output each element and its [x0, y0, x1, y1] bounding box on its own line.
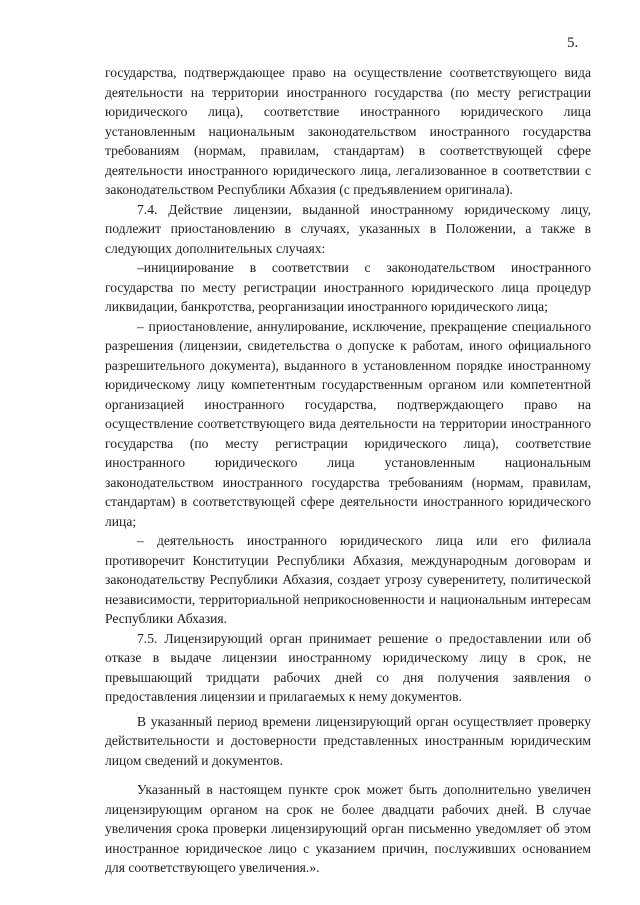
- paragraph-extension: Указанный в настоящем пункте срок может быть дополнительно увеличен лицензирующим органом на срок не более двадцати рабочих дней. В случае увеличения срока проверки лицензирующий орган письменно уведомляет об этом иностранное юридическое лицо с указанием причин, послуживших основанием для соответствующего увеличения.».: [105, 782, 591, 875]
- document-body: [105, 63, 591, 878]
- paragraph-continuation: государства, подтверждающее право на осуществление соответствующего вида деятельности на территории иностранного государства (по месту регистрации юридического лица), соответствие иностранного юридического лица установленным национальным законодательством иностранного государства требованиям (нормам, правилам, стандартам) в соответствующей сфере деятельности иностранного юридического лица, легализованное в соответствии с законодательством Республики Абхазия (с предъявлением оригинала).: [105, 65, 591, 197]
- paragraph-7-4: 7.4. Действие лицензии, выданной иностранному юридическому лицу, подлежит приостановлению в случаях, указанных в Положении, а также в следующих дополнительных случаях:: [105, 201, 591, 256]
- paragraph-verification: В указанный период времени лицензирующий орган осуществляет проверку действительности и достоверности представленных иностранным юридическим лицом сведений и документов.: [105, 713, 591, 768]
- list-item-suspension: – приостановление, аннулирование, исключение, прекращение специального разрешения (лицензии, свидетельства о допуске к работам, иного официального разрешительного документа), выданного в установленном порядке иностранному юридическому лицу компетентным государственным органом или компетентной организацией иностранного государства, подтверждающего право на осуществление соответствующего вида деятельности на территории иностранного государства (по месту регистрации юридического лица), соответствие иностранного юридического лица установленным национальным законодательством иностранного государства требованиям (нормам, правилам, стандартам) в соответствующей сфере деятельности иностранного юридического лица;: [105, 318, 591, 529]
- list-item-activity: – деятельность иностранного юридического лица или его филиала противоречит Конституции Республики Абхазия, международным договорам и законодательству Республики Абхазия, создает угрозу суверенитету, политической независимости, территориальной неприкосновенности и национальным интересам Республики Абхазия.: [105, 533, 591, 626]
- paragraph-7-5: 7.5. Лицензирующий орган принимает решение о предоставлении или об отказе в выдаче лицензии иностранному юридическому лицу в срок, не превышающий тридцати рабочих дней со дня получения заявления о предоставления лицензии и прилагаемых к нему документов.: [105, 630, 591, 704]
- page-number: 5.: [567, 35, 579, 51]
- list-item-initiation: –инициирование в соответствии с законодательством иностранного государства по месту регистрации иностранного юридического лица процедур ликвидации, банкротства, реорганизации иностранного юридического лица;: [105, 260, 591, 314]
